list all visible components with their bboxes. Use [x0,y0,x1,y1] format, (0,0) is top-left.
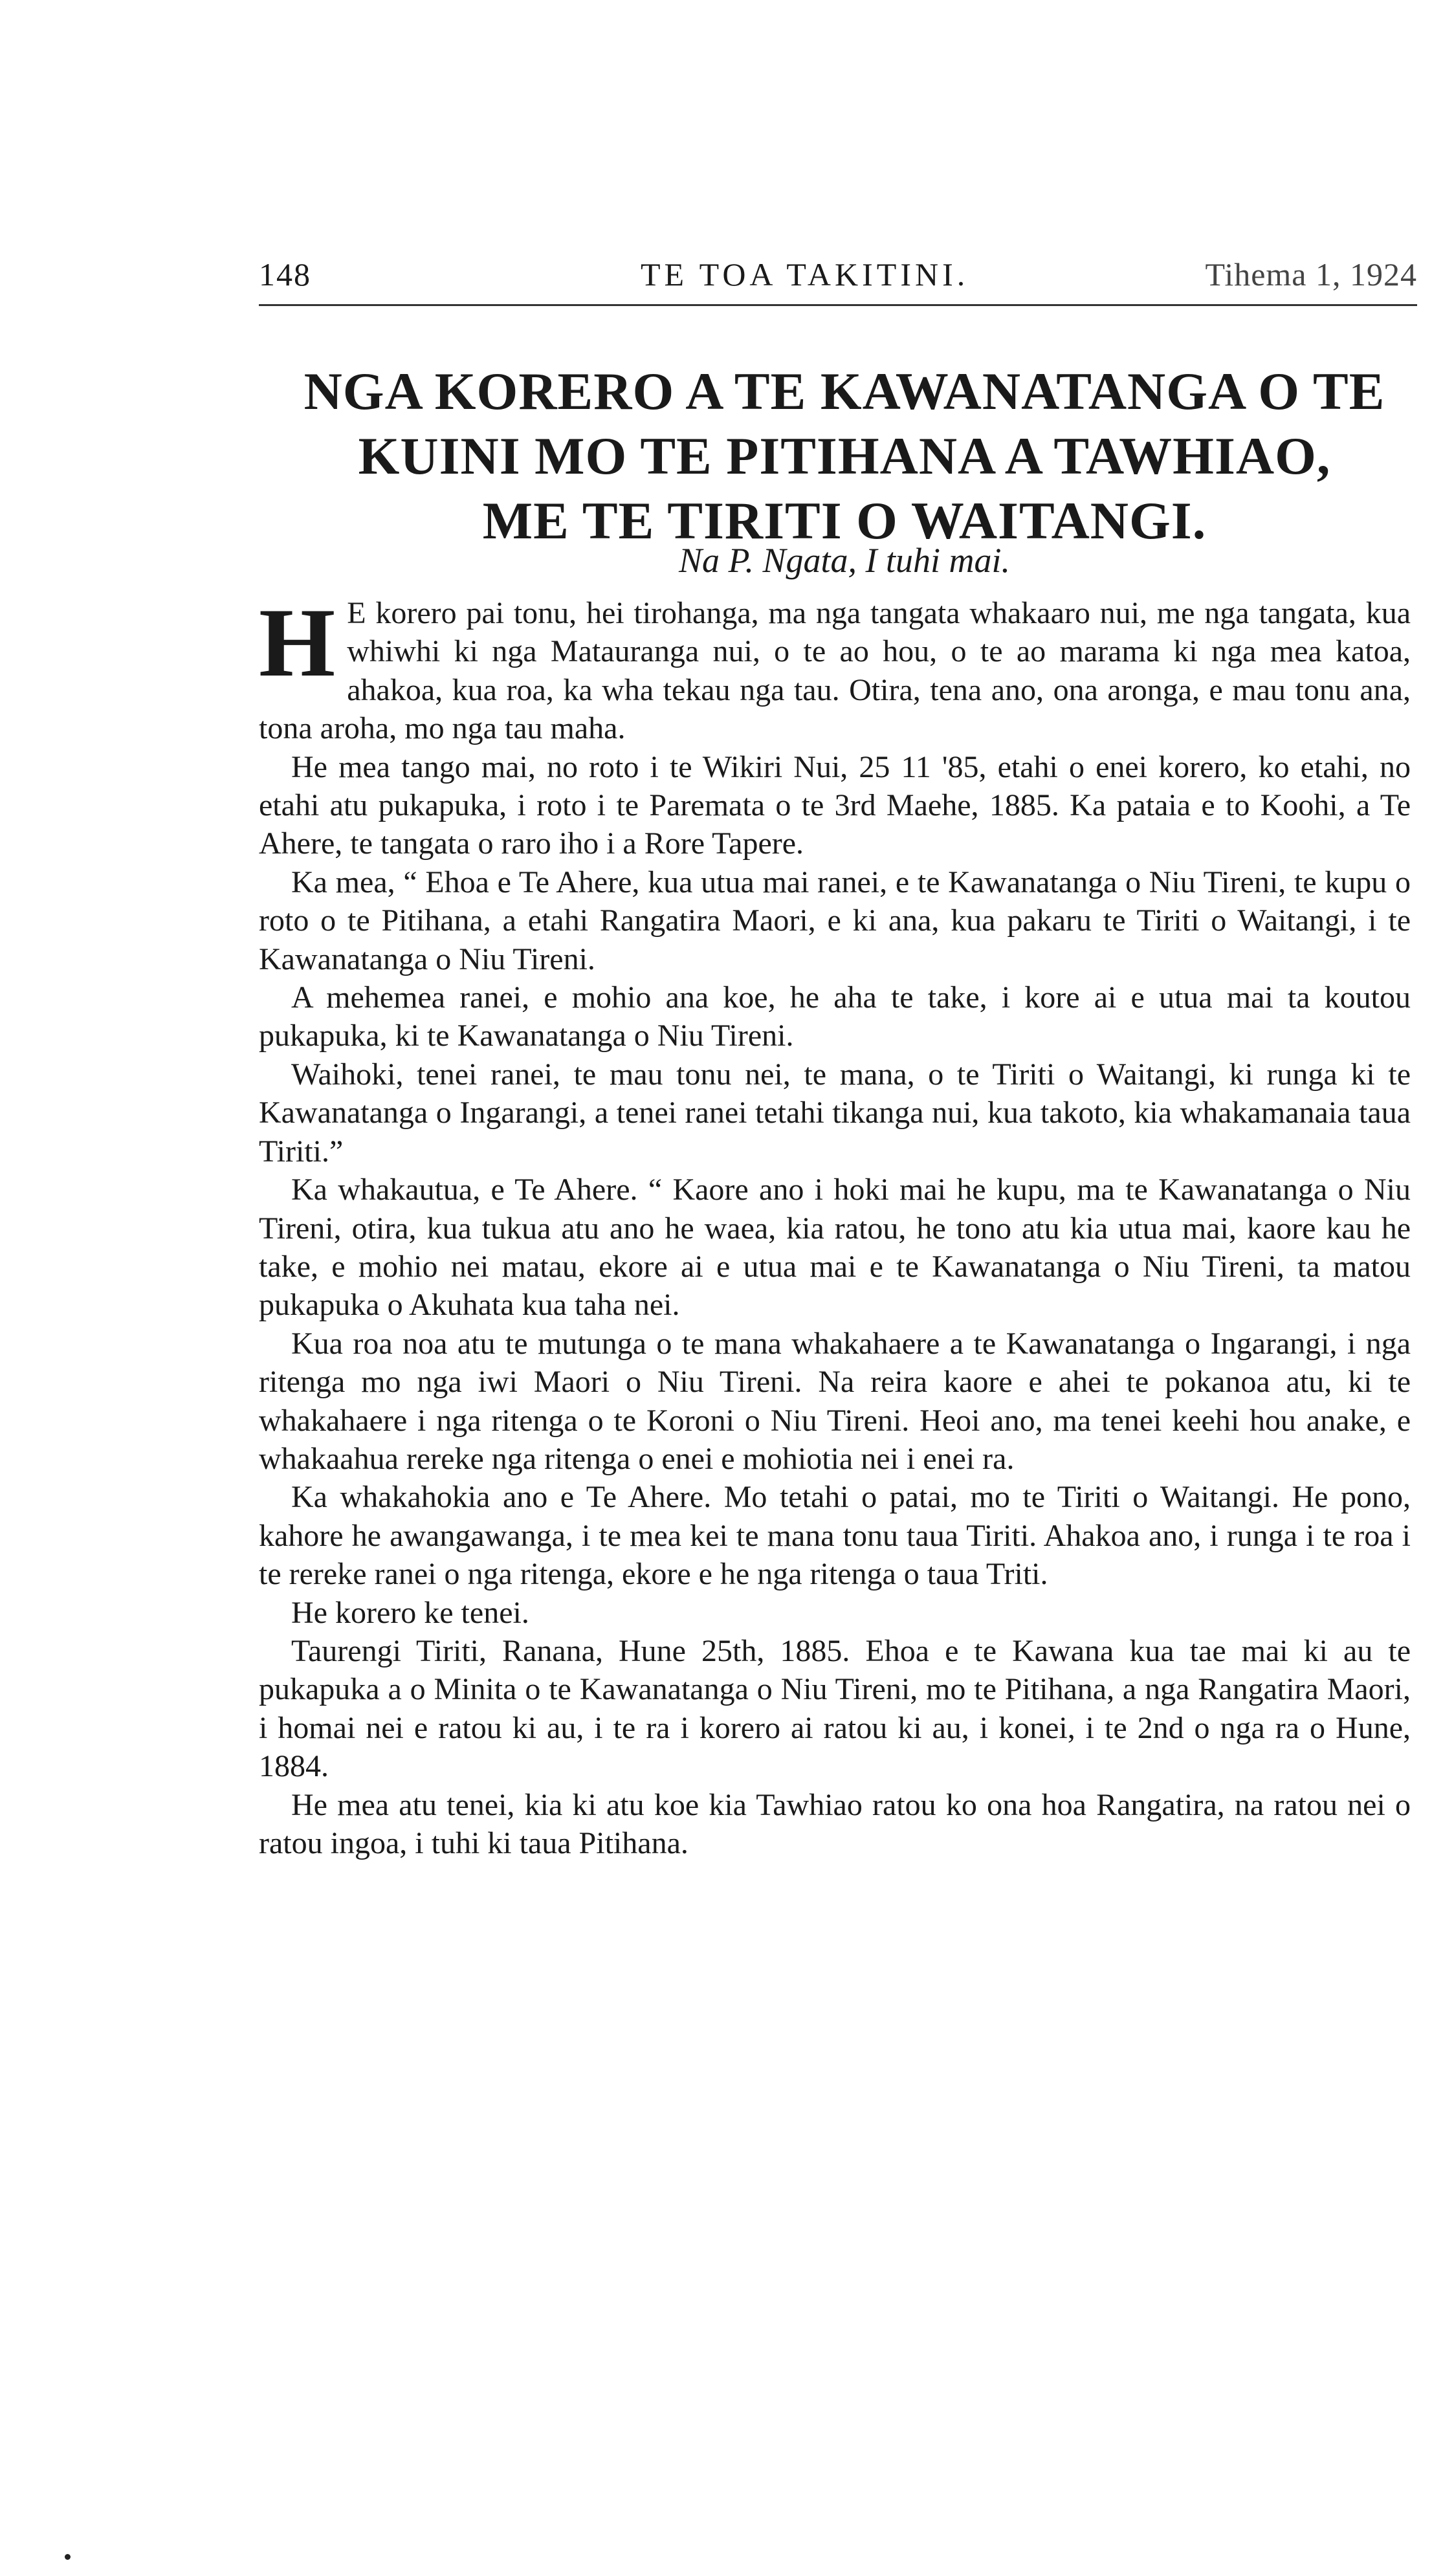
article-title [246,359,1443,553]
title-line: KUINI MO TE PITIHANA A TAWHIAO, [358,426,1331,485]
paragraph: He korero ke tenei. [291,1595,529,1630]
paragraph: Ka whakautua, e Te Ahere. “ Kaore ano i hoki mai he kupu, ma te Kawanatanga o Niu Tireni, otira, kua tukua atu ano he waea, kia ratou, he tono atu kia utua mai, kaore kau he take, e mohio nei matau, ekore ai e utua mai e te Kawanatanga o Niu Tireni, ta matou pukapuka o Akuhata kua taha nei. [259,1172,1411,1323]
paragraph: A mehemea ranei, e mohio ana koe, he aha te take, i kore ai e utua mai ta koutou pukapuka, ki te Kawanatanga o Niu Tireni. [259,980,1411,1053]
journal-title: TE TOA TAKITINI. [641,256,969,292]
title-line: NGA KORERO A TE KAWANATANGA O TE [303,362,1385,421]
running-header [259,256,1417,294]
paragraph: He mea tango mai, no roto i te Wikiri Nui, 25 11 '85, etahi o enei korero, ko etahi, no etahi atu pukapuka, i roto i te Paremata o te 3rd Maehe, 1885. Ka pataia e to Koohi, a Te Ahere, te tangata o raro iho i a Rore Tapere. [259,749,1411,861]
paragraph: He mea atu tenei, kia ki atu koe kia Tawhiao ratou ko ona hoa Rangatira, na ratou nei o ratou ingoa, i tuhi ki taua Pitihana. [259,1787,1411,1860]
paragraph: Ka mea, “ Ehoa e Te Ahere, kua utua mai ranei, e te Kawanatanga o Niu Tireni, te kupu o roto o te Pitihana, a etahi Rangatira Maori, e ki ana, kua pakaru te Tiriti o Waitangi, i te Kawanatanga o Niu Tireni. [259,864,1411,976]
title-line: ME TE TIRITI O WAITANGI. [482,491,1207,550]
paragraph: Ka whakahokia ano e Te Ahere. Mo tetahi o patai, mo te Tiriti o Waitangi. He pono, kahore he awangawanga, i te mea kei te mana tonu taua Tiriti. Ahakoa ano, i runga i te roa i te rereke ranei o nga ritenga, ekore e he nga ritenga o taua Triti. [259,1480,1411,1592]
header-divider [259,304,1417,306]
paragraph: Taurengi Tiriti, Ranana, Hune 25th, 1885. Ehoa e te Kawana kua tae mai ki au te pukapuka a o Minita o te Kawanatanga o Niu Tireni, mo te Pitihana, a nga Rangatira Maori, i homai nei e ratou ki au, i te ra i korero ai ratou ki au, i konei, i te 2nd o nga ra o Hune, 1884. [259,1633,1411,1784]
page-number: 148 [259,256,311,292]
paragraph [259,588,1411,748]
paragraph: Kua roa noa atu te mutunga o te mana whakahaere a te Kawanatanga o Ingarangi, i nga ritenga mo nga iwi Maori o Niu Tireni. Na reira kaore e ahei te pokanoa atu, ki te whakahaere i nga ritenga o te Koroni o Niu Tireni. Heoi ano, ma tenei keehi hou anake, e whakaahua rereke nga ritenga o enei e mohiotia nei i enei ra. [259,1326,1411,1476]
drop-cap: H [259,588,336,697]
scan-speck [65,2554,71,2560]
paragraph: Waihoki, tenei ranei, te mau tonu nei, te mana, o te Tiriti o Waitangi, ki runga ki te Kawanatanga o Ingarangi, a tenei ranei tetahi tikanga nui, kua takoto, kia whakamanaia taua Tiriti.” [259,1057,1411,1169]
byline: Na P. Ngata, I tuhi mai. [678,541,1011,580]
paragraph-text: E korero pai tonu, hei tirohanga, ma nga tangata whakaaro nui, me nga tangata, kua whiwhi ki nga Matauranga nui, o te ao hou, o te ao marama ki nga mea katoa, ahakoa, kua roa, ka wha tekau nga tau. Otira, tena ano, ona aronga, e mau tonu ana, tona aroha, mo nga tau maha. [259,596,1411,746]
article-body [259,588,1411,1862]
issue-date: Tihema 1, 1924 [1205,256,1417,292]
